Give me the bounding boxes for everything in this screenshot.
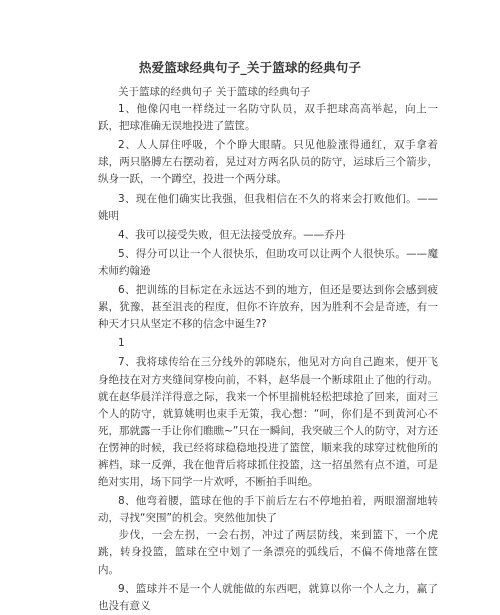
paragraph-4: 4、我可以接受失败，但无法接受放弃。——乔丹 — [118, 228, 346, 241]
paragraph-0: 关于篮球的经典句子 关于篮球的经典句子 — [118, 86, 311, 98]
paragraph-5: 5、得分可以让一个人很快乐，但助攻可以让两个人很快乐。——魔术师约翰逊 — [98, 247, 438, 277]
paragraph-3: 3、现在他们确实比我强，但我相信在不久的将来会打败他们。——姚明 — [98, 192, 438, 222]
paragraph-6: 6、把训练的目标定在永远达不到的地方，但还是要达到你会感到疲累，犹豫，甚至沮丧的程度，但你不许放弃，因为胜利不会是奇迹，有一种天才只从坚定不移的信念中诞生?? — [98, 284, 438, 331]
paragraph-2: 2、人人屏住呼吸，个个睁大眼睛。只见他脸涨得通红，双手拿着球，两只胳膊左右摆动着，晃过对方两名队员的防守，运球后三个箭步，纵身一跃，一个蹲空，投进一个两分球。 — [98, 139, 438, 186]
document-body — [98, 84, 438, 615]
paragraph-11: 9、篮球并不是一个人就能做的东西吧，就算以你一个人之力，赢了也没有意义 — [98, 582, 438, 612]
paragraph-8: 7、我将球传给在三分线外的郭晓东，他见对方向自己跑来，便开飞身绝技在对方夹缝间穿梭向前，不料，赵华晨一个断球阻止了他的行动。就在赵华晨洋洋得意之际，我来一个怀里揣桃轻松把球抢了回来，面对三个人的防守，就算姚明也束手无策，我心想：“呵，你们是不到黄河心不死，那就露一手让你们瞧瞧~”只在一瞬间，我突破三个人的防守，对方还在愣神的时候，我已经将球稳稳地投进了篮筐，顺来我的球穿过枕他所的裤档，球一反弹，我在他背后将球抓住投篮，这一招虽然有点不道，可是绝对实用，场下同学一片欢呼，不断拍手叫绝。 — [98, 356, 438, 489]
document-title: 热爱篮球经典句子_关于篮球的经典句子 — [138, 60, 362, 75]
paragraph-7: 1 — [118, 337, 125, 350]
paragraph-1: 1、他像闪电一样绕过一名防守队员，双手把球高高举起，向上一跃，把球准确无误地投进了篮筐。 — [98, 103, 438, 133]
paragraph-9: 8、他弯着腰，篮球在他的手下前后左右不停地拍着，两眼溜溜地转动，寻找“突围”的机会。突然他加快了 — [98, 495, 438, 525]
paragraph-10: 步伐，一会左拐，一会右拐，冲过了两层防线，来到篮下，一个虎跳，转身投篮，篮球在空中划了一条漂亮的弧线后，不偏不倚地落在筐内。 — [98, 529, 438, 576]
